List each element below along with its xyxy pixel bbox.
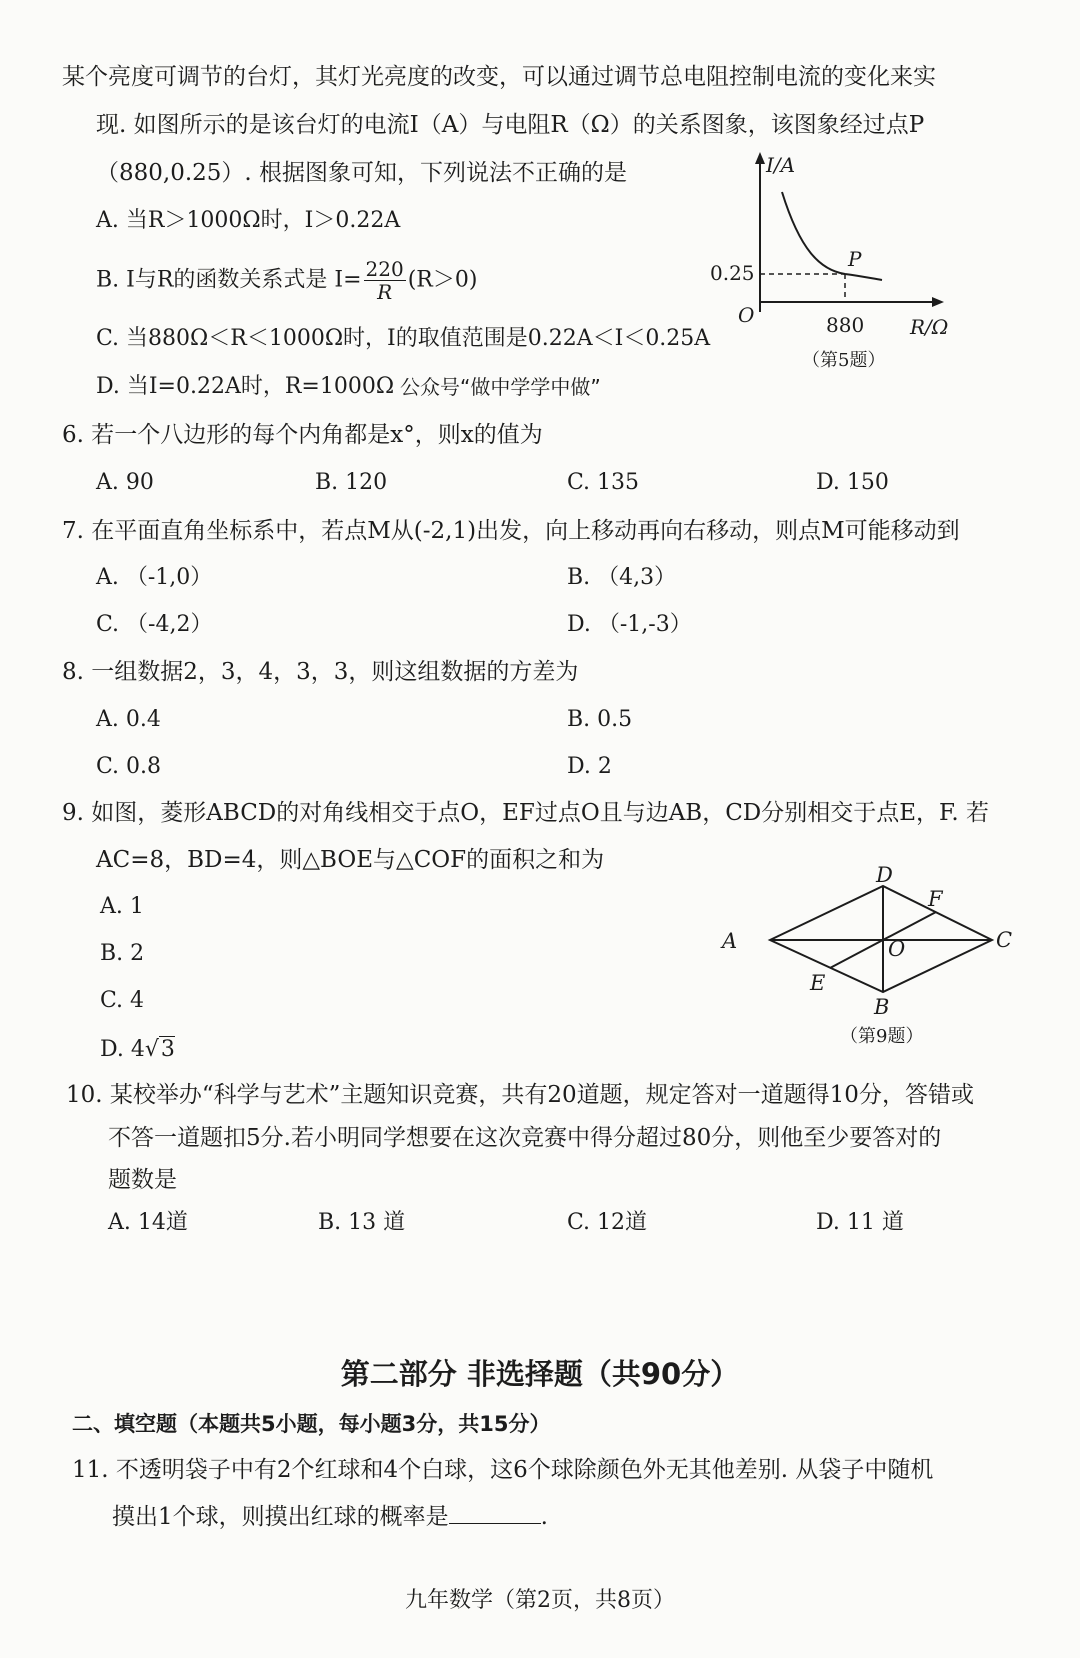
q9-line-2: AC=8，BD=4，则△BOE与△COF的面积之和为 (96, 847, 605, 873)
label-f: F (928, 887, 943, 911)
q10-line-2: 不答一道题扣5分.若小明同学想要在这次竞赛中得分超过80分，则他至少要答对的 (108, 1125, 942, 1151)
q6-option-d: D. 150 (816, 470, 889, 495)
q11-line-2-end: . (540, 1504, 548, 1530)
label-o: O (888, 937, 906, 961)
q7-option-c: C. （-4,2） (96, 612, 213, 637)
q9-option-b: B. 2 (100, 941, 145, 966)
q10-option-a: A. 14道 (108, 1210, 188, 1235)
label-a: A (722, 929, 738, 953)
q9-option-d-radicand: 3 (160, 1037, 175, 1062)
q8-option-a: A. 0.4 (96, 707, 161, 732)
q5-line-1: 某个亮度可调节的台灯，其灯光亮度的改变，可以通过调节总电阻控制电流的变化来实 (62, 64, 936, 90)
watermark-text: 公众号“做中学学中做” (400, 375, 601, 399)
q6-option-b: B. 120 (315, 470, 388, 495)
q5-line-2: 现. 如图所示的是该台灯的电流I（A）与电阻R（Ω）的关系图象，该图象经过点P (96, 112, 925, 138)
q5-option-b-domain: (R＞0) (407, 267, 478, 293)
q10-line-3: 题数是 (108, 1167, 177, 1193)
q7-option-a: A. （-1,0） (96, 565, 213, 590)
q5-option-b-text: B. I与R的函数关系式是 I= (96, 267, 362, 293)
q5-graph (710, 150, 1020, 390)
q7-option-d: D. （-1,-3） (567, 612, 692, 637)
q9-rhombus-figure (722, 862, 1030, 1062)
x-axis-arrow (932, 297, 944, 307)
part-two-title: 第二部分 非选择题（共90分） (340, 1357, 740, 1391)
y-axis-arrow (755, 152, 765, 164)
q7-stem: 7. 在平面直角坐标系中，若点M从(-2,1)出发，向上移动再向右移动，则点M可能移动到 (62, 518, 960, 544)
x-tick-label: 880 (826, 313, 865, 337)
q5-fraction-denominator: R (377, 280, 393, 304)
origin-label: O (738, 303, 755, 327)
q9-line-1: 9. 如图，菱形ABCD的对角线相交于点O，EF过点O且与边AB，CD分别相交于点E，F. 若 (62, 800, 990, 826)
hyperbola-curve (782, 192, 882, 280)
q11-line-2-text: 摸出1个球，则摸出红球的概率是 (112, 1504, 449, 1530)
q11-line-2 (112, 1502, 548, 1532)
label-c: C (996, 928, 1013, 952)
q5-option-b-fraction (364, 258, 406, 303)
q8-stem: 8. 一组数据2，3，4，3，3，则这组数据的方差为 (62, 659, 579, 685)
y-tick-label: 0.25 (710, 261, 755, 285)
sqrt-sign: √ (144, 1037, 159, 1062)
q5-option-c: C. 当880Ω＜R＜1000Ω时，I的取值范围是0.22A＜I＜0.25A (96, 326, 711, 351)
q5-option-d: D. 当I=0.22A时，R=1000Ω (96, 374, 395, 399)
q10-line-1: 10. 某校举办“科学与艺术”主题知识竞赛，共有20道题，规定答对一道题得10分，答错或 (66, 1082, 974, 1108)
q9-figure-caption: （第9题） (840, 1026, 924, 1047)
y-axis-label: I/A (766, 153, 796, 177)
point-p-label: P (848, 247, 862, 271)
fill-in-section-heading: 二、填空题（本题共5小题，每小题3分，共15分） (72, 1412, 551, 1436)
q5-figure-caption: （第5题） (802, 350, 886, 371)
q8-option-d: D. 2 (567, 754, 612, 779)
q9-option-a: A. 1 (100, 894, 144, 919)
label-d: D (876, 863, 893, 887)
q6-option-c: C. 135 (567, 470, 640, 495)
q8-option-b: B. 0.5 (567, 707, 633, 732)
q5-fraction-numerator: 220 (365, 257, 404, 281)
label-e: E (810, 971, 826, 995)
q10-option-b: B. 13 道 (318, 1210, 406, 1235)
q10-option-c: C. 12道 (567, 1210, 648, 1235)
q5-option-b (96, 258, 477, 303)
q9-option-d (100, 1035, 175, 1065)
label-b: B (874, 995, 890, 1019)
q6-stem: 6. 若一个八边形的每个内角都是x°，则x的值为 (62, 422, 543, 448)
q9-option-c: C. 4 (100, 988, 145, 1013)
q8-option-c: C. 0.8 (96, 754, 162, 779)
q5-option-a: A. 当R＞1000Ω时，I＞0.22A (96, 208, 401, 233)
x-axis-label: R/Ω (910, 315, 949, 339)
page-footer: 九年数学（第2页，共8页） (405, 1588, 675, 1613)
q6-option-a: A. 90 (96, 470, 154, 495)
q9-option-d-coefficient: D. 4 (100, 1037, 145, 1062)
q10-option-d: D. 11 道 (816, 1210, 904, 1235)
q11-answer-blank (449, 1523, 541, 1524)
q5-line-3: （880,0.25）. 根据图象可知，下列说法不正确的是 (96, 160, 628, 186)
q7-option-b: B. （4,3） (567, 565, 677, 590)
q11-line-1: 11. 不透明袋子中有2个红球和4个白球，这6个球除颜色外无其他差别. 从袋子中随机 (72, 1457, 934, 1483)
